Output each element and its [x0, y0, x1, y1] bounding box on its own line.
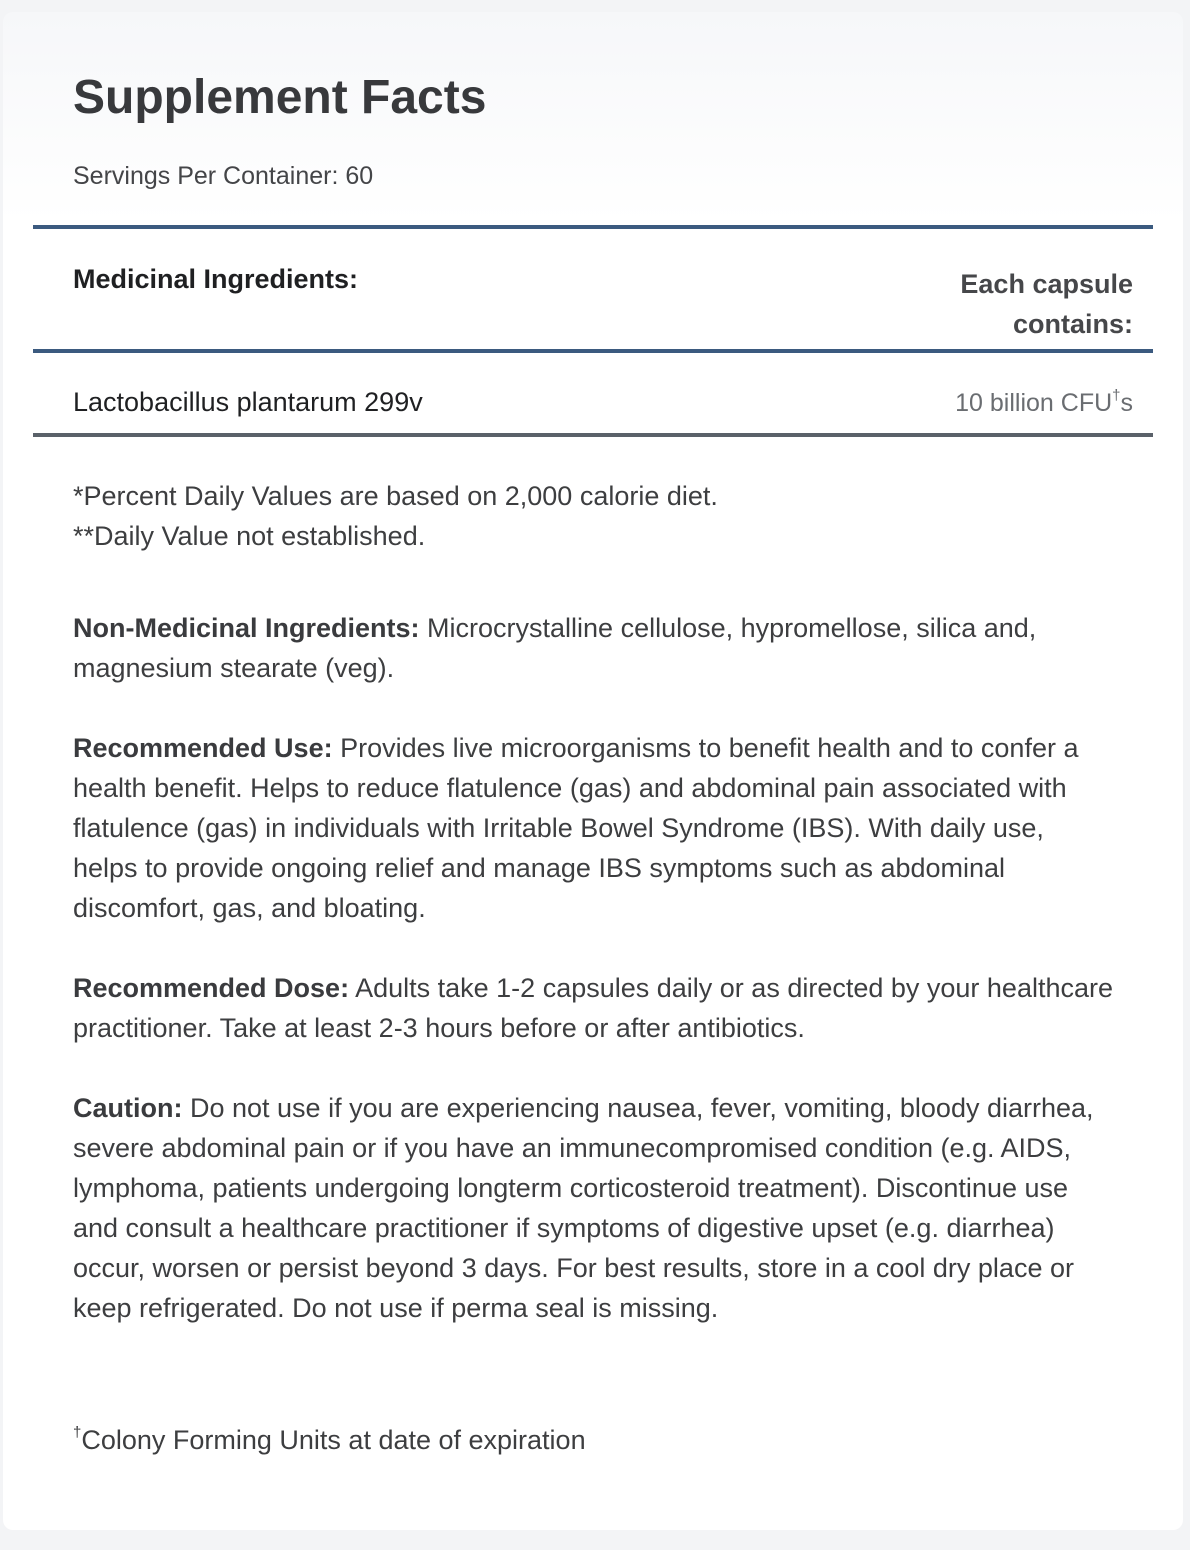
medicinal-ingredients-header: Medicinal Ingredients:: [73, 264, 359, 294]
footnote-text: Colony Forming Units at date of expiration: [81, 1425, 586, 1455]
daily-value-note: *Percent Daily Values are based on 2,000 calorie diet.: [73, 481, 718, 511]
section-label: Recommended Use:: [73, 733, 333, 763]
section-text: Adults take 1-2 capsules daily or as directed by your healthcare practitioner. Take at least 2-3 hours before or after antibiotics.: [73, 973, 1114, 1043]
ingredient-name: Lactobacillus plantarum 299v: [73, 387, 423, 417]
supplement-facts-card: [3, 12, 1183, 1530]
recommended-use: [73, 728, 1113, 928]
divider-top: [33, 225, 1153, 229]
section-label: Non-Medicinal Ingredients:: [73, 613, 420, 643]
daily-value-notes: [73, 476, 1113, 556]
section-text: Do not use if you are experiencing nausea, fever, vomiting, bloody diarrhea, severe abdominal pain or if you have an immunecompromised condition (e.g. AIDS, lymphoma, patients undergoing longterm corticosteroid treatment). Discontinue use and consult a healthcare practitioner if symptoms of digestive upset (e.g. diarrhea) occur, worsen or persist beyond 3 days. For best results, store in a cool dry place or keep refrigerated. Do not use if perma seal is missing.: [73, 1093, 1094, 1323]
divider-header: [33, 349, 1153, 353]
divider-bottom: [33, 433, 1153, 437]
daily-value-note: **Daily Value not established.: [73, 521, 426, 551]
dagger-marker: †: [1112, 387, 1121, 404]
servings-per-container: Servings Per Container: 60: [73, 162, 374, 190]
section-text: Provides live microorganisms to benefit health and to confer a health benefit. Helps to reduce flatulence (gas) and abdominal pain associated with flatulence (gas) in individuals with Irritable Bowel Syndrome (IBS). With daily use, helps to provide ongoing relief and manage IBS symptoms such as abdominal discomfort, gas, and bloating.: [73, 733, 1079, 923]
caution: [73, 1088, 1113, 1328]
recommended-dose: [73, 968, 1113, 1048]
dagger-marker: †: [73, 1424, 82, 1441]
ingredient-amount-value: 10 billion CFU: [955, 389, 1113, 417]
amount-per-capsule-header: Each capsule contains:: [960, 269, 1133, 339]
ingredient-amount-suffix: s: [1120, 389, 1133, 417]
page-title: Supplement Facts: [73, 71, 487, 124]
cfu-footnote: [73, 1420, 1113, 1460]
non-medicinal-ingredients: [73, 608, 1113, 688]
section-label: Caution:: [73, 1093, 183, 1123]
section-text: Microcrystalline cellulose, hypromellose, silica and, magnesium stearate (veg).: [73, 613, 1037, 683]
section-label: Recommended Dose:: [73, 973, 350, 1003]
ingredient-amount: [955, 389, 1133, 418]
